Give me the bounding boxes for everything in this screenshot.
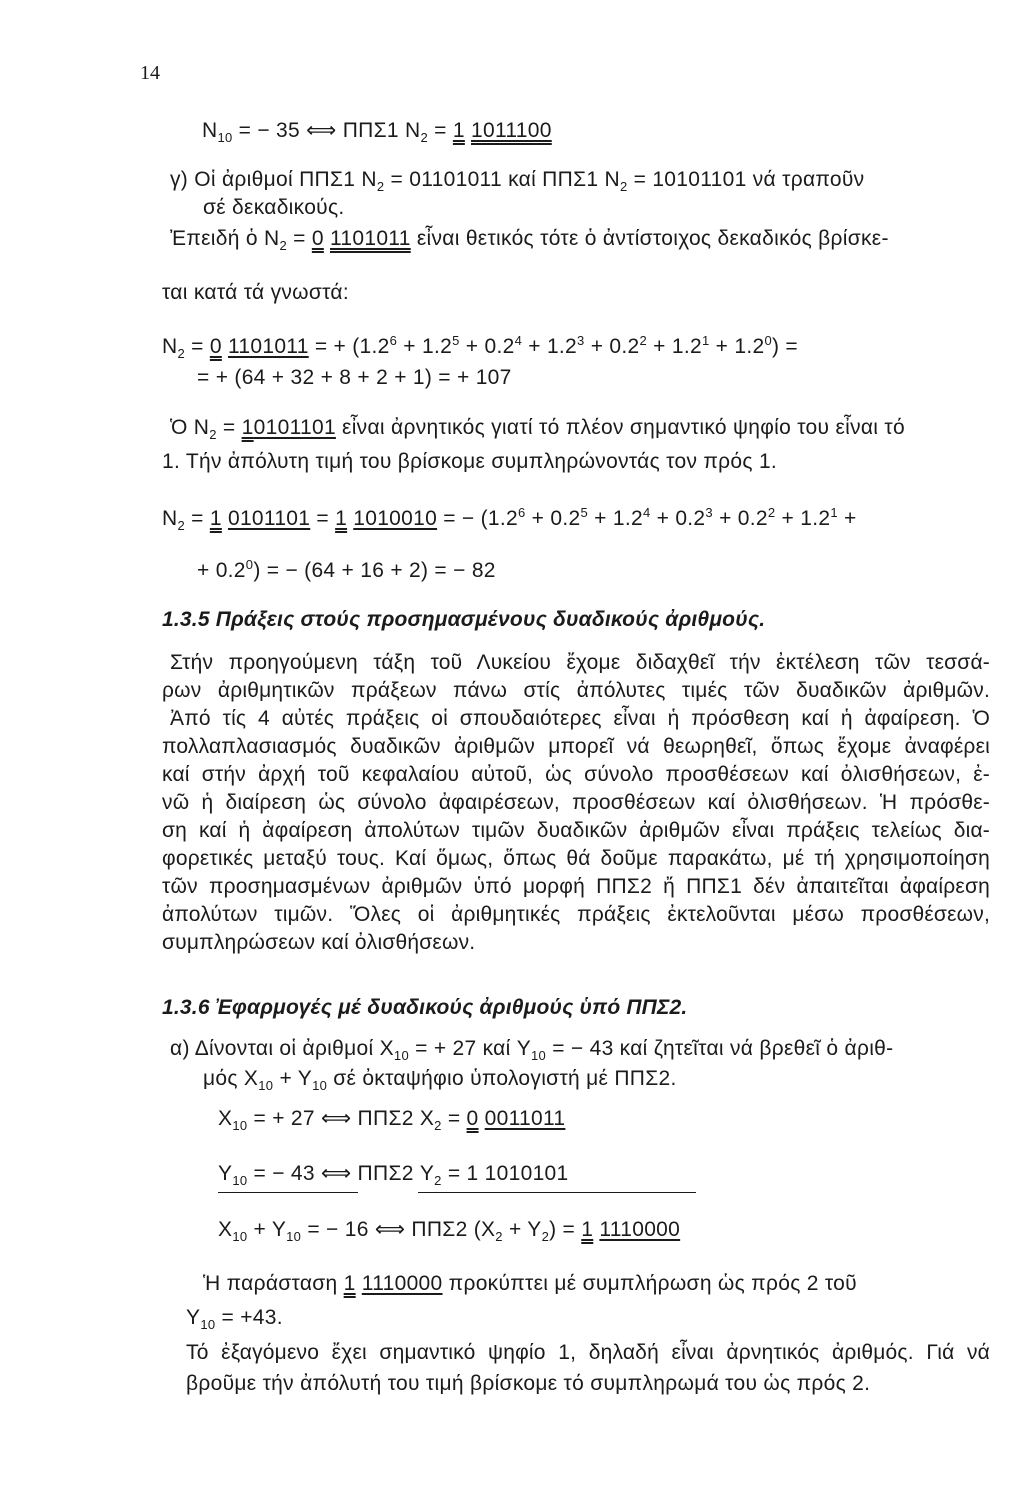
section-heading-1-3-6: 1.3.6 Ἐφαρμογές μέ δυαδικούς ἀριθμούς ὑπό ΠΠΣ2.: [162, 996, 688, 1019]
item-gamma-line-2: σέ δεκαδικούς.: [203, 196, 345, 219]
paragraph-line: Στήν προηγούμενη τάξη τοῦ Λυκείου ἔχομε διδαχθεῖ τήν ἐκτέλεση τῶν τεσσά-: [170, 651, 990, 674]
item-alpha-line-1: α) Δίνονται οἱ ἀριθμοί $X_{10}$ = + 27 καί $Y_{10}$ = − 43 καί ζητεῖται νά βρεθεῖ ὁ ἀριθ-: [170, 1037, 894, 1063]
equation-x: $X_{10}$ = + 27 ⟺ ΠΠΣ2 $X_2 = 0$ 0011011: [218, 1107, 566, 1133]
paragraph-line: τῶν προσημασμένων ἀριθμῶν ὑπό μορφή ΠΠΣ2 ἤ ΠΠΣ1 δέν ἀπαιτεῖται ἀφαίρεση: [162, 875, 990, 898]
sum-rule-right: [418, 1192, 696, 1193]
paragraph-line: φορετικές μεταξύ τους. Καί ὅμως, ὅπως θά δοῦμε παρακάτω, μέ τή χρησιμοποίηση: [162, 847, 990, 870]
equation-line-1: $N_{10}$ = − 35 ⟺ ΠΠΣ1 $N_2 = 1$ 1011100: [202, 119, 552, 145]
paragraph-result-line-1: Ἡ παράσταση 1 1110000 προκύπτει μέ συμπλήρωση ὡς πρός 2 τοῦ: [203, 1272, 857, 1295]
equation-negative-expansion: $N_2 = 1$ 0101101 = 1 1010010 = − ($1.2^6 + 0.2^5 + 1.2^4 + 0.2^3 + 0.2^2 + 1.2^1$ +: [162, 505, 857, 533]
paragraph-positive-line-1: Ἐπειδή ὁ $N_2 = 0$ 1101011 εἶναι θετικός τότε ὁ ἀντίστοιχος δεκαδικός βρίσκε-: [170, 227, 889, 253]
paragraph-line: ἀπολύτων τιμῶν. Ὅλες οἱ ἀριθμητικές πράξεις ἐκτελοῦνται μέσω προσθέσεων,: [162, 903, 990, 926]
paragraph-conclusion-line-2: βροῦμε τήν ἀπόλυτή του τιμή βρίσκομε τό συμπληρωμά του ὡς πρός 2.: [186, 1372, 871, 1395]
paragraph-negative-line-1: Ὁ $N_2 = 10101101$ εἶναι ἀρνητικός γιατί τό πλέον σημαντικό ψηφίο του εἶναι τό: [170, 416, 905, 442]
equation-positive-result: = + (64 + 32 + 8 + 2 + 1) = + 107: [197, 366, 512, 389]
section-heading-1-3-5: 1.3.5 Πράξεις στούς προσημασμένους δυαδικούς ἀριθμούς.: [162, 608, 766, 631]
equation-positive-expansion: $N_2 = 0$ 1101011 = + $(1.2^6 + 1.2^5 + 0.2^4 + 1.2^3 + 0.2^2 + 1.2^1 + 1.2^0)$ =: [162, 333, 798, 361]
paragraph-negative-line-2: 1. Τήν ἀπόλυτη τιμή του βρίσκομε συμπληρώνοντάς τον πρός 1.: [162, 450, 778, 473]
equation-sum: $X_{10} + Y_{10}$ = − 16 ⟺ ΠΠΣ2 $(X_2 + Y_2) = 1$ 1110000: [218, 1218, 681, 1244]
paragraph-line: ρων ἀριθμητικῶν πράξεων πάνω στίς ἀπόλυτες τιμές τῶν δυαδικῶν ἀριθμῶν.: [162, 679, 990, 702]
paragraph-line: συμπληρώσεων καί ὀλισθήσεων.: [162, 931, 476, 954]
paragraph-line: καί στήν ἀρχή τοῦ κεφαλαίου αὐτοῦ, ὡς σύνολο προσθέσεων καί ὀλισθήσεων, ἐ-: [162, 763, 990, 786]
equation-y: $Y_{10}$ = − 43 ⟺ ΠΠΣ2 $Y_2 = 1$ 1010101: [218, 1162, 569, 1188]
item-alpha-line-2: μός $X_{10} + Y_{10}$ σέ ὀκταψήφιο ὑπολογιστή μέ ΠΠΣ2.: [203, 1067, 677, 1093]
paragraph-line: Ἀπό τίς 4 αὐτές πράξεις οἱ σπουδαιότερες εἶναι ἡ πρόσθεση καί ἡ ἀφαίρεση. Ὁ: [170, 707, 990, 730]
sum-rule-left: [218, 1192, 358, 1193]
item-gamma-line-1: γ) Οἱ ἀριθμοί ΠΠΣ1 $N_2 = 01101011$ καί ΠΠΣ1 $N_2 = 10101101$ νά τραποῦν: [170, 168, 865, 194]
paragraph-result-line-2: $Y_{10} = +43$.: [186, 1306, 283, 1332]
paragraph-conclusion-line-1: Τό ἐξαγόμενο ἔχει σημαντικό ψηφίο 1, δηλαδή εἶναι ἀρνητικός ἀριθμός. Γιά νά: [186, 1341, 990, 1364]
paragraph-line: νῶ ἡ διαίρεση ὡς σύνολο ἀφαιρέσεων, προσθέσεων καί ὀλισθήσεων. Ἡ πρόσθε-: [162, 791, 990, 814]
paragraph-line: ση καί ἡ ἀφαίρεση ἀπολύτων τιμῶν δυαδικῶν ἀριθμῶν εἶναι πράξεις τελείως δια-: [162, 819, 990, 842]
paragraph-positive-line-2: ται κατά τά γνωστά:: [162, 281, 349, 304]
equation-negative-result: + $0.2^0$) = − (64 + 16 + 2) = − 82: [197, 557, 496, 582]
paragraph-line: πολλαπλασιασμός δυαδικῶν ἀριθμῶν μπορεῖ νά θεωρηθεῖ, ὅπως ἔχομε ἀναφέρει: [162, 735, 990, 758]
page-number: 14: [140, 62, 160, 84]
